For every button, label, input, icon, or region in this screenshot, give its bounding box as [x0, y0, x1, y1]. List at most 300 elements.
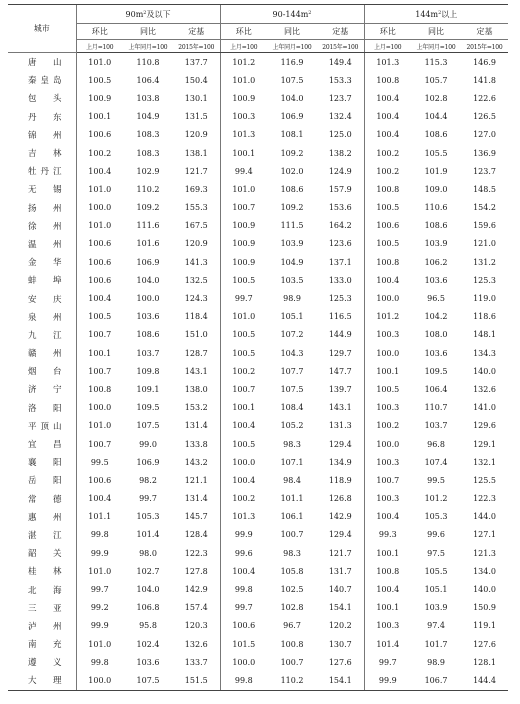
index-value-cell: 150.9 — [473, 603, 496, 613]
city-name-cell: 常德 — [28, 494, 62, 505]
city-name-cell: 唐山 — [28, 58, 62, 69]
index-value-cell: 100.8 — [76, 380, 123, 398]
index-value-cell: 125.0 — [328, 130, 352, 140]
index-value-cell: 105.3 — [424, 512, 448, 522]
index-value-cell: 100.4 — [220, 417, 267, 435]
index-value-cell: 157.4 — [184, 603, 208, 613]
index-value-cell: 101.4 — [136, 530, 160, 540]
index-value-cell: 104.0 — [280, 93, 304, 103]
index-value-cell: 141.0 — [473, 403, 496, 413]
index-value-cell: 140.0 — [473, 585, 496, 595]
city-name-cell: 温州 — [28, 239, 62, 250]
index-value-cell: 100.5 — [364, 199, 411, 217]
index-value-cell: 100.0 — [76, 199, 123, 217]
index-value-cell: 100.8 — [364, 180, 411, 198]
index-value-cell: 101.0 — [220, 180, 267, 198]
index-value-cell: 107.1 — [280, 457, 304, 467]
index-value-cell: 132.6 — [473, 384, 496, 394]
index-value-cell: 101.0 — [220, 308, 267, 326]
index-value-cell: 100.1 — [220, 399, 267, 417]
index-value-cell: 110.8 — [136, 57, 160, 67]
table-row — [8, 671, 508, 690]
city-name-cell: 包头 — [28, 94, 62, 105]
index-value-cell: 100.6 — [364, 217, 411, 235]
city-name-cell: 泸州 — [28, 621, 62, 632]
city-name-cell: 平顶山 — [28, 421, 62, 432]
city-name-cell: 桂林 — [28, 567, 62, 578]
index-value-cell: 129.4 — [328, 530, 352, 540]
table-row — [8, 253, 508, 271]
index-value-cell: 100.1 — [76, 108, 123, 126]
table-row — [8, 199, 508, 217]
index-value-cell: 154.1 — [328, 603, 352, 613]
subheader-base: 定基 — [173, 24, 220, 40]
index-value-cell: 100.4 — [76, 162, 123, 180]
base-label-2015: 2015年=100 — [461, 40, 508, 53]
index-value-cell: 145.7 — [184, 512, 208, 522]
index-value-cell: 111.5 — [280, 221, 304, 231]
index-value-cell: 138.1 — [184, 148, 208, 158]
city-name-cell: 韶关 — [28, 549, 62, 560]
index-value-cell: 129.1 — [473, 439, 496, 449]
table-body — [8, 53, 508, 691]
index-value-cell: 144.4 — [461, 671, 508, 690]
index-value-cell: 100.6 — [76, 471, 123, 489]
city-name-cell: 济宁 — [28, 385, 62, 396]
index-value-cell: 100.0 — [364, 435, 411, 453]
base-label-mom: 上月=100 — [220, 40, 267, 53]
subheader-base: 定基 — [317, 24, 364, 40]
index-value-cell: 106.4 — [136, 75, 160, 85]
index-value-cell: 133.0 — [328, 275, 352, 285]
index-value-cell: 100.4 — [364, 271, 411, 289]
index-value-cell: 105.3 — [136, 512, 160, 522]
subheader-yoy: 同比 — [267, 24, 317, 40]
index-value-cell: 100.5 — [76, 308, 123, 326]
index-value-cell: 143.2 — [184, 457, 208, 467]
index-value-cell: 99.2 — [76, 599, 123, 617]
city-name-cell: 洛阳 — [28, 403, 62, 414]
city-name-cell: 吉林 — [28, 149, 62, 160]
index-value-cell: 99.8 — [76, 526, 123, 544]
index-value-cell: 116.5 — [328, 312, 352, 322]
index-value-cell: 103.6 — [136, 657, 160, 667]
city-name-cell: 安庆 — [28, 294, 62, 305]
index-value-cell: 106.9 — [136, 457, 160, 467]
index-value-cell: 108.6 — [424, 130, 448, 140]
base-label-yoy: 上年同月=100 — [267, 40, 317, 53]
index-value-cell: 132.5 — [184, 275, 208, 285]
index-value-cell: 100.5 — [220, 435, 267, 453]
table-row — [8, 653, 508, 671]
index-value-cell: 146.9 — [473, 57, 496, 67]
index-value-cell: 131.2 — [473, 257, 496, 267]
city-name-cell: 九江 — [28, 330, 62, 341]
city-column-header: 城市 — [8, 5, 76, 53]
table-row — [8, 71, 508, 89]
index-value-cell: 101.4 — [364, 635, 411, 653]
index-value-cell: 141.3 — [184, 257, 208, 267]
index-value-cell: 100.0 — [364, 289, 411, 307]
index-value-cell: 100.4 — [364, 126, 411, 144]
index-value-cell: 101.0 — [76, 53, 123, 72]
index-value-cell: 133.7 — [184, 657, 208, 667]
index-value-cell: 101.6 — [136, 239, 160, 249]
index-value-cell: 108.4 — [280, 403, 304, 413]
index-value-cell: 100.3 — [220, 108, 267, 126]
index-value-cell: 100.0 — [76, 671, 123, 690]
index-value-cell: 107.7 — [280, 366, 304, 376]
index-value-cell: 100.3 — [364, 326, 411, 344]
index-value-cell: 100.2 — [364, 144, 411, 162]
index-value-cell: 157.9 — [328, 184, 352, 194]
index-value-cell: 97.5 — [427, 548, 445, 558]
index-value-cell: 99.9 — [220, 526, 267, 544]
index-value-cell: 99.7 — [220, 289, 267, 307]
index-value-cell: 99.7 — [364, 653, 411, 671]
index-value-cell: 100.2 — [220, 490, 267, 508]
index-value-cell: 131.3 — [328, 421, 352, 431]
index-value-cell: 154.1 — [317, 671, 364, 690]
index-value-cell: 123.7 — [328, 93, 352, 103]
index-value-cell: 100.3 — [364, 453, 411, 471]
index-value-cell: 105.1 — [280, 312, 304, 322]
index-value-cell: 142.9 — [184, 585, 208, 595]
index-value-cell: 126.8 — [328, 494, 352, 504]
index-value-cell: 129.6 — [473, 421, 496, 431]
index-value-cell: 141.8 — [473, 75, 496, 85]
index-value-cell: 110.2 — [267, 671, 317, 690]
index-value-cell: 153.3 — [328, 75, 352, 85]
index-value-cell: 148.1 — [473, 330, 496, 340]
index-value-cell: 118.9 — [328, 475, 352, 485]
index-value-cell: 105.5 — [424, 566, 448, 576]
index-value-cell: 100.6 — [76, 253, 123, 271]
base-label-2015: 2015年=100 — [173, 40, 220, 53]
index-value-cell: 140.7 — [328, 585, 352, 595]
index-value-cell: 103.7 — [424, 421, 448, 431]
index-value-cell: 106.2 — [424, 257, 448, 267]
table-row — [8, 344, 508, 362]
index-value-cell: 100.5 — [220, 326, 267, 344]
table-row — [8, 180, 508, 198]
index-value-cell: 153.2 — [184, 403, 208, 413]
index-value-cell: 102.9 — [136, 166, 160, 176]
index-value-cell: 134.9 — [328, 457, 352, 467]
index-value-cell: 108.1 — [280, 130, 304, 140]
index-value-cell: 100.7 — [220, 380, 267, 398]
index-value-cell: 100.6 — [76, 126, 123, 144]
base-label-yoy: 上年同月=100 — [411, 40, 461, 53]
index-value-cell: 107.5 — [280, 384, 304, 394]
index-value-cell: 99.7 — [220, 599, 267, 617]
index-value-cell: 99.5 — [76, 453, 123, 471]
index-value-cell: 169.3 — [184, 184, 208, 194]
index-value-cell: 108.6 — [136, 330, 160, 340]
city-name-cell: 遵义 — [28, 658, 62, 669]
index-value-cell: 121.7 — [328, 548, 352, 558]
index-value-cell: 143.1 — [184, 366, 208, 376]
index-value-cell: 104.9 — [136, 112, 160, 122]
index-value-cell: 101.2 — [364, 308, 411, 326]
index-value-cell: 118.4 — [184, 312, 208, 322]
index-value-cell: 126.5 — [473, 112, 496, 122]
index-value-cell: 124.9 — [328, 166, 352, 176]
index-value-cell: 98.3 — [283, 439, 301, 449]
table-row — [8, 326, 508, 344]
index-value-cell: 96.7 — [283, 621, 301, 631]
table-row — [8, 435, 508, 453]
index-value-cell: 100.2 — [76, 144, 123, 162]
index-value-cell: 100.1 — [220, 144, 267, 162]
index-value-cell: 100.0 — [136, 294, 160, 304]
index-value-cell: 103.8 — [136, 93, 160, 103]
index-value-cell: 99.6 — [427, 530, 445, 540]
index-value-cell: 153.6 — [328, 203, 352, 213]
index-value-cell: 99.8 — [76, 653, 123, 671]
subheader-base: 定基 — [461, 24, 508, 40]
index-value-cell: 101.1 — [280, 494, 304, 504]
index-value-cell: 100.9 — [76, 89, 123, 107]
index-value-cell: 130.1 — [184, 93, 208, 103]
index-value-cell: 103.9 — [280, 239, 304, 249]
index-value-cell: 100.5 — [76, 71, 123, 89]
index-value-cell: 105.2 — [280, 421, 304, 431]
index-value-cell: 100.4 — [364, 508, 411, 526]
index-value-cell: 99.4 — [220, 162, 267, 180]
index-value-cell: 100.5 — [364, 380, 411, 398]
index-value-cell: 102.7 — [136, 566, 160, 576]
index-value-cell: 132.6 — [184, 639, 208, 649]
city-name-cell: 惠州 — [28, 512, 62, 523]
index-value-cell: 95.8 — [139, 621, 157, 631]
table-row — [8, 235, 508, 253]
table-row — [8, 89, 508, 107]
city-name-cell: 岳阳 — [28, 476, 62, 487]
index-value-cell: 107.2 — [280, 330, 304, 340]
index-value-cell: 98.9 — [283, 294, 301, 304]
index-value-cell: 100.5 — [220, 344, 267, 362]
index-value-cell: 120.9 — [184, 130, 208, 140]
index-value-cell: 100.9 — [220, 217, 267, 235]
index-value-cell: 100.0 — [76, 399, 123, 417]
index-value-cell: 99.7 — [139, 494, 157, 504]
index-value-cell: 100.0 — [220, 453, 267, 471]
group-header-large: $144m^2$以上 — [364, 5, 508, 24]
index-value-cell: 102.5 — [280, 585, 304, 595]
housing-price-index-table — [8, 4, 508, 691]
city-name-cell: 锦州 — [28, 130, 62, 141]
table-row — [8, 471, 508, 489]
index-value-cell: 104.9 — [280, 257, 304, 267]
index-value-cell: 103.9 — [424, 239, 448, 249]
index-value-cell: 119.0 — [473, 294, 496, 304]
index-value-cell: 131.5 — [184, 112, 208, 122]
city-name-cell: 北海 — [28, 585, 62, 596]
index-value-cell: 121.0 — [473, 239, 496, 249]
index-value-cell: 105.8 — [280, 566, 304, 576]
index-value-cell: 128.1 — [473, 657, 496, 667]
index-value-cell: 103.6 — [424, 348, 448, 358]
table-row — [8, 289, 508, 307]
index-value-cell: 104.3 — [280, 348, 304, 358]
index-value-cell: 109.5 — [136, 403, 160, 413]
index-value-cell: 133.8 — [184, 439, 208, 449]
table-row — [8, 508, 508, 526]
index-value-cell: 167.5 — [184, 221, 208, 231]
index-value-cell: 100.0 — [220, 653, 267, 671]
index-value-cell: 99.9 — [76, 617, 123, 635]
table-row — [8, 562, 508, 580]
table-row — [8, 399, 508, 417]
index-value-cell: 109.5 — [424, 366, 448, 376]
index-value-cell: 107.5 — [123, 671, 173, 690]
index-value-cell: 100.5 — [364, 235, 411, 253]
index-value-cell: 121.3 — [473, 548, 496, 558]
index-value-cell: 148.5 — [473, 184, 496, 194]
index-value-cell: 101.0 — [220, 71, 267, 89]
index-value-cell: 134.0 — [473, 566, 496, 576]
city-name-cell: 三亚 — [28, 603, 62, 614]
index-value-cell: 128.4 — [184, 530, 208, 540]
index-value-cell: 142.9 — [328, 512, 352, 522]
subheader-mom: 环比 — [220, 24, 267, 40]
index-value-cell: 105.7 — [424, 75, 448, 85]
index-value-cell: 104.2 — [424, 312, 448, 322]
table-row — [8, 362, 508, 380]
index-value-cell: 120.2 — [328, 621, 352, 631]
index-value-cell: 100.3 — [364, 617, 411, 635]
index-value-cell: 109.8 — [136, 366, 160, 376]
index-value-cell: 99.8 — [220, 671, 267, 690]
index-value-cell: 103.6 — [424, 275, 448, 285]
index-value-cell: 102.8 — [424, 93, 448, 103]
index-value-cell: 101.3 — [364, 53, 411, 72]
index-value-cell: 99.8 — [220, 580, 267, 598]
index-value-cell: 120.9 — [184, 239, 208, 249]
index-value-cell: 99.7 — [76, 580, 123, 598]
index-value-cell: 101.5 — [220, 635, 267, 653]
index-value-cell: 123.7 — [473, 166, 496, 176]
index-value-cell: 127.1 — [473, 530, 496, 540]
city-name-cell: 赣州 — [28, 349, 62, 360]
index-value-cell: 100.6 — [76, 235, 123, 253]
table-row — [8, 126, 508, 144]
index-value-cell: 99.9 — [364, 671, 411, 690]
index-value-cell: 122.6 — [473, 93, 496, 103]
group-header-small: $90m^2$及以下 — [76, 5, 220, 24]
city-name-cell: 蚌埠 — [28, 276, 62, 287]
index-value-cell: 119.1 — [473, 621, 496, 631]
index-value-cell: 100.4 — [76, 490, 123, 508]
index-value-cell: 106.8 — [136, 603, 160, 613]
index-value-cell: 121.1 — [184, 475, 208, 485]
index-value-cell: 100.8 — [364, 562, 411, 580]
city-name-cell: 大理 — [8, 671, 76, 690]
table-row — [8, 526, 508, 544]
index-value-cell: 110.6 — [424, 203, 448, 213]
index-value-cell: 122.3 — [473, 494, 496, 504]
index-value-cell: 131.4 — [184, 494, 208, 504]
table-row — [8, 544, 508, 562]
index-value-cell: 101.0 — [76, 180, 123, 198]
index-value-cell: 104.0 — [136, 585, 160, 595]
index-value-cell: 109.2 — [280, 203, 304, 213]
index-value-cell: 100.3 — [364, 399, 411, 417]
index-value-cell: 125.3 — [328, 294, 352, 304]
index-value-cell: 101.7 — [424, 639, 448, 649]
index-value-cell: 107.5 — [136, 421, 160, 431]
table-row — [8, 599, 508, 617]
city-name-cell: 牡丹江 — [28, 167, 62, 178]
index-value-cell: 127.6 — [328, 657, 352, 667]
index-value-cell: 97.4 — [427, 621, 445, 631]
table-row — [8, 217, 508, 235]
index-value-cell: 106.4 — [424, 384, 448, 394]
index-value-cell: 100.4 — [76, 289, 123, 307]
index-value-cell: 100.7 — [76, 326, 123, 344]
base-label-mom: 上月=100 — [364, 40, 411, 53]
index-value-cell: 105.1 — [424, 585, 448, 595]
index-value-cell: 137.1 — [328, 257, 352, 267]
table-row — [8, 635, 508, 653]
table-row — [8, 490, 508, 508]
index-value-cell: 100.0 — [364, 344, 411, 362]
index-value-cell: 99.0 — [139, 439, 157, 449]
index-value-cell: 101.2 — [424, 494, 448, 504]
city-name-cell: 秦皇岛 — [28, 76, 62, 87]
index-value-cell: 108.6 — [280, 184, 304, 194]
index-value-cell: 124.3 — [184, 294, 208, 304]
index-value-cell: 151.0 — [184, 330, 208, 340]
table-row — [8, 453, 508, 471]
index-value-cell: 100.7 — [280, 530, 304, 540]
index-value-cell: 100.4 — [364, 580, 411, 598]
index-value-cell: 100.5 — [220, 271, 267, 289]
table-row — [8, 108, 508, 126]
index-value-cell: 98.3 — [283, 548, 301, 558]
base-label-yoy: 上年同月=100 — [123, 40, 173, 53]
base-label-2015: 2015年=100 — [317, 40, 364, 53]
index-value-cell: 100.3 — [364, 490, 411, 508]
price-index-table-container — [8, 4, 508, 691]
index-value-cell: 107.4 — [424, 457, 448, 467]
index-value-cell: 101.2 — [220, 53, 267, 72]
index-value-cell: 110.7 — [424, 403, 448, 413]
index-value-cell: 106.1 — [280, 512, 304, 522]
index-value-cell: 108.3 — [136, 148, 160, 158]
city-name-cell: 徐州 — [28, 221, 62, 232]
index-value-cell: 101.0 — [76, 417, 123, 435]
index-value-cell: 122.3 — [184, 548, 208, 558]
index-value-cell: 116.9 — [280, 57, 304, 67]
index-value-cell: 104.0 — [136, 275, 160, 285]
index-value-cell: 131.4 — [184, 421, 208, 431]
index-value-cell: 100.4 — [364, 108, 411, 126]
base-label-mom: 上月=100 — [76, 40, 123, 53]
table-row — [8, 144, 508, 162]
index-value-cell: 127.0 — [473, 130, 496, 140]
index-value-cell: 151.5 — [173, 671, 220, 690]
index-value-cell: 100.8 — [364, 71, 411, 89]
table-row — [8, 617, 508, 635]
index-value-cell: 154.2 — [473, 203, 496, 213]
city-name-cell: 湛江 — [28, 530, 62, 541]
index-value-cell: 139.7 — [328, 384, 352, 394]
index-value-cell: 99.5 — [427, 475, 445, 485]
index-value-cell: 129.7 — [328, 348, 352, 358]
index-value-cell: 130.7 — [328, 639, 352, 649]
